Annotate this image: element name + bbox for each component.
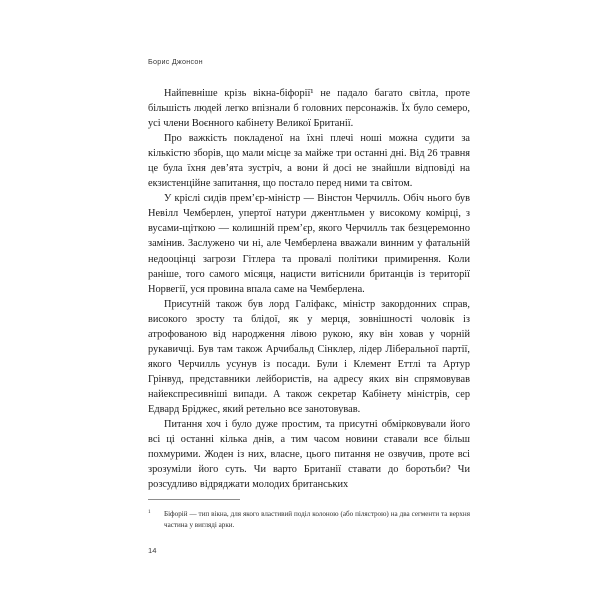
footnote-text: Біфорій — тип вікна, для якого властивий поділ колоною (або пілястрою) на два сегменти та верхня частина у вигляді арки.	[164, 510, 470, 529]
paragraph	[148, 191, 470, 296]
paragraph-text: Найпевніше крізь вікна-біфорії¹ не падало багато світла, проте більшість людей легко впізнали б головних персонажів. Їх було семеро, усі члени Воєнного кабінету Великої Британії.	[148, 88, 470, 130]
paragraph	[148, 86, 470, 131]
paragraph	[148, 297, 470, 417]
footnote-area	[148, 499, 470, 530]
paragraph-text: Про важкість покладеної на їхні плечі ноші можна судити за кількістю зборів, що мали місце за майже три останні дні. Від 26 травня це була їхня дев’ята зустріч, а вони й досі не знайшли відповіді на екзистенційне запитання, що постало перед ними та світом.	[148, 133, 470, 190]
paragraph	[148, 131, 470, 191]
paragraph-text: Питання хоч і було дуже простим, та присутні обмірковували його всі ці останні кілька днів, а тим часом новини ставали все більш похмурими. Жоден із них, власне, цього питання не озвучив, проте всі зрозуміли його суть. Чи варто Британії ставати до боротьби? Чи розсудливо відряджати молодих британських	[148, 419, 470, 491]
page-number: 14	[148, 546, 157, 555]
running-head: Борис Джонсон	[148, 57, 203, 66]
body-text-block	[148, 86, 470, 492]
footnote-separator-rule	[148, 499, 240, 500]
paragraph-text: У кріслі сидів прем’єр-міністр — Вінстон Черчилль. Обіч нього був Невілл Чемберлен, упертої натури джентльмен у високому комірці, з вусами-щіткою — колишній прем’єр, якого Черчилль так безцеремонно замінив. Заслужено чи ні, але Чемберлена вважали винним у фатальній недооцінці загрози Гітлера та провалі політики примирення. Коли раніше, того самого місяця, нацисти витіснили британців із території Норвегії, уся провина впала саме на Чемберлена.	[148, 193, 470, 295]
footnote-marker: 1	[148, 509, 151, 515]
paragraph-text: Присутній також був лорд Галіфакс, міністр закордонних справ, високого зросту та блідої, як у мерця, зовнішності чоловік із атрофованою від народження лівою рукою, яку він ховав у чорній рукавичці. Був там також Арчибальд Сінклер, лідер Ліберальної партії, якого Черчилль усунув із посади. Були і Клемент Еттлі та Артур Грінвуд, представники лейбористів, на адресу яких він спрямовував найекспресивніші випади. А також секретар Кабінету міністрів, сер Едвард Бріджес, який ретельно все занотовував.	[148, 298, 470, 415]
paragraph	[148, 417, 470, 492]
footnote	[148, 509, 470, 530]
